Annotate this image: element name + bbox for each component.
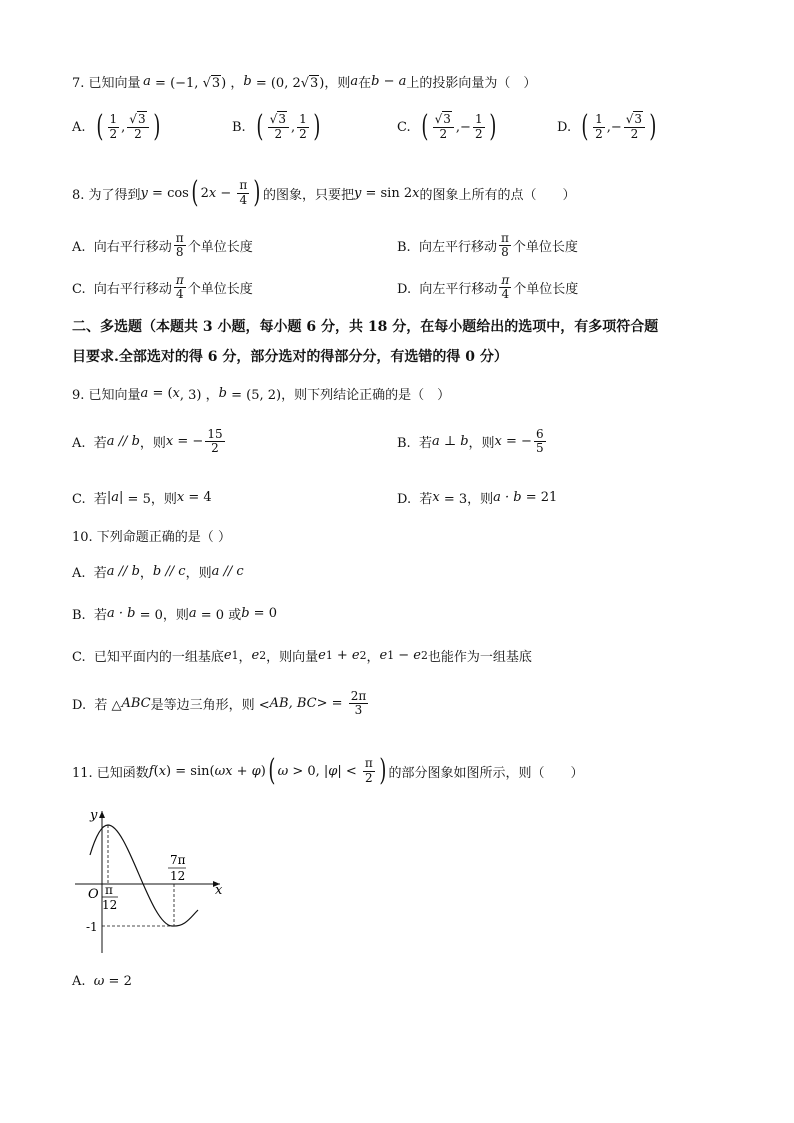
y-axis-arrow-icon [99,811,105,818]
question-9-option-a[interactable]: A. 若 a // b ，则 x = − $\frac{15}{2}$ [72,427,223,456]
question-9-option-c[interactable]: C. 若 |a| = 5，则 x = 4 [72,490,212,507]
question-11-option-a[interactable]: A. ω = 2 [72,974,132,989]
question-7-stem: 7. 已知向量 a = (−1, √3) ， b = (0, 2√3)，则 a 在 b − a 上的投影向量为（ ） [72,74,537,91]
tick-left-den: 12 [102,898,118,912]
option-label: C. [397,119,411,135]
option-label: D. [557,119,572,135]
x-axis-label: x [215,883,223,898]
question-10-option-a[interactable]: A. 若 a // b ， b // c ，则 a // c [72,564,244,581]
y-axis-label: y [90,808,98,823]
tick-right-num: 7π [170,853,186,867]
question-8-option-c[interactable]: C. 向右平行移动 $\frac{\pi}{4}$ 个单位长度 [72,273,253,302]
question-8-option-b[interactable]: B. 向左平行移动 $\frac{\pi}{8}$ 个单位长度 [397,231,578,260]
question-10-option-d[interactable]: D. 若 △ ABC 是等边三角形，则 < AB, BC > = $\frac{2\pi}{3}$ [72,689,367,718]
tick-left-num: π [105,883,113,897]
tick-right-den: 12 [170,869,186,883]
question-7-option-d[interactable]: D. ( $\frac{1}{2}$ ,− $\frac{√3}{2}$ ) [557,109,657,144]
question-8-option-d[interactable]: D. 向左平行移动 $\frac{\pi}{4}$ 个单位长度 [397,273,579,302]
option-label: B. [232,119,246,135]
question-8-option-a[interactable]: A. 向右平行移动 $\frac{\pi}{8}$ 个单位长度 [72,231,253,260]
question-10-option-c[interactable]: C. 已知平面内的一组基底 e 1 ， e 2 ，则向量 e 1 + e 2 ， e 1 − e 2 也能作为一组基底 [72,648,532,665]
option-label: A. [72,119,86,135]
question-7-option-b[interactable]: B. ( $\frac{√3}{2}$ , $\frac{1}{2}$ ) [232,109,321,144]
section-header-line-2: 目要求.全部选对的得 6 分，部分选对的得部分分，有选错的得 0 分） [72,349,508,365]
question-11-stem: 11. 已知函数 f ( x ) = sin( ωx + φ ) ( ω > 0, | φ | < $\frac{\pi}{2}$ ) 的部分图象如图所示，则（ ） [72,753,584,788]
question-8-stem: 8. 为了得到 y = cos ( 2 x − $\frac{\pi}{4}$ ) 的图象，只要把 y = sin 2 x 的图象上所有的点（ ） [72,175,576,210]
question-10-stem: 10. 下列命题正确的是（ ） [72,530,231,545]
question-7-option-c[interactable]: C. ( $\frac{√3}{2}$ ,− $\frac{1}{2}$ ) [397,109,496,144]
y-min-label: -1 [86,920,98,934]
origin-label: O [88,887,99,902]
question-10-option-b[interactable]: B. 若 a · b = 0，则 a = 0 或 b = 0 [72,606,277,623]
section-header [72,312,732,372]
function-graph [70,805,240,955]
question-9-option-b[interactable]: B. 若 a ⊥ b ，则 x = − $\frac{6}{5}$ [397,427,544,456]
question-9-stem: 9. 已知向量 a = ( x , 3) ， b = (5, 2)，则下列结论正确的是（ ） [72,386,451,403]
section-header-line-1: 二、多选题（本题共 3 小题，每小题 6 分，共 18 分，在每小题给出的选项中，有多项符合题 [72,319,659,335]
question-9-option-d[interactable]: D. 若 x = 3，则 a · b = 21 [397,490,558,507]
question-7-option-a[interactable]: A. ( $\frac{1}{2}$ , $\frac{√3}{2}$ ) [72,109,160,144]
